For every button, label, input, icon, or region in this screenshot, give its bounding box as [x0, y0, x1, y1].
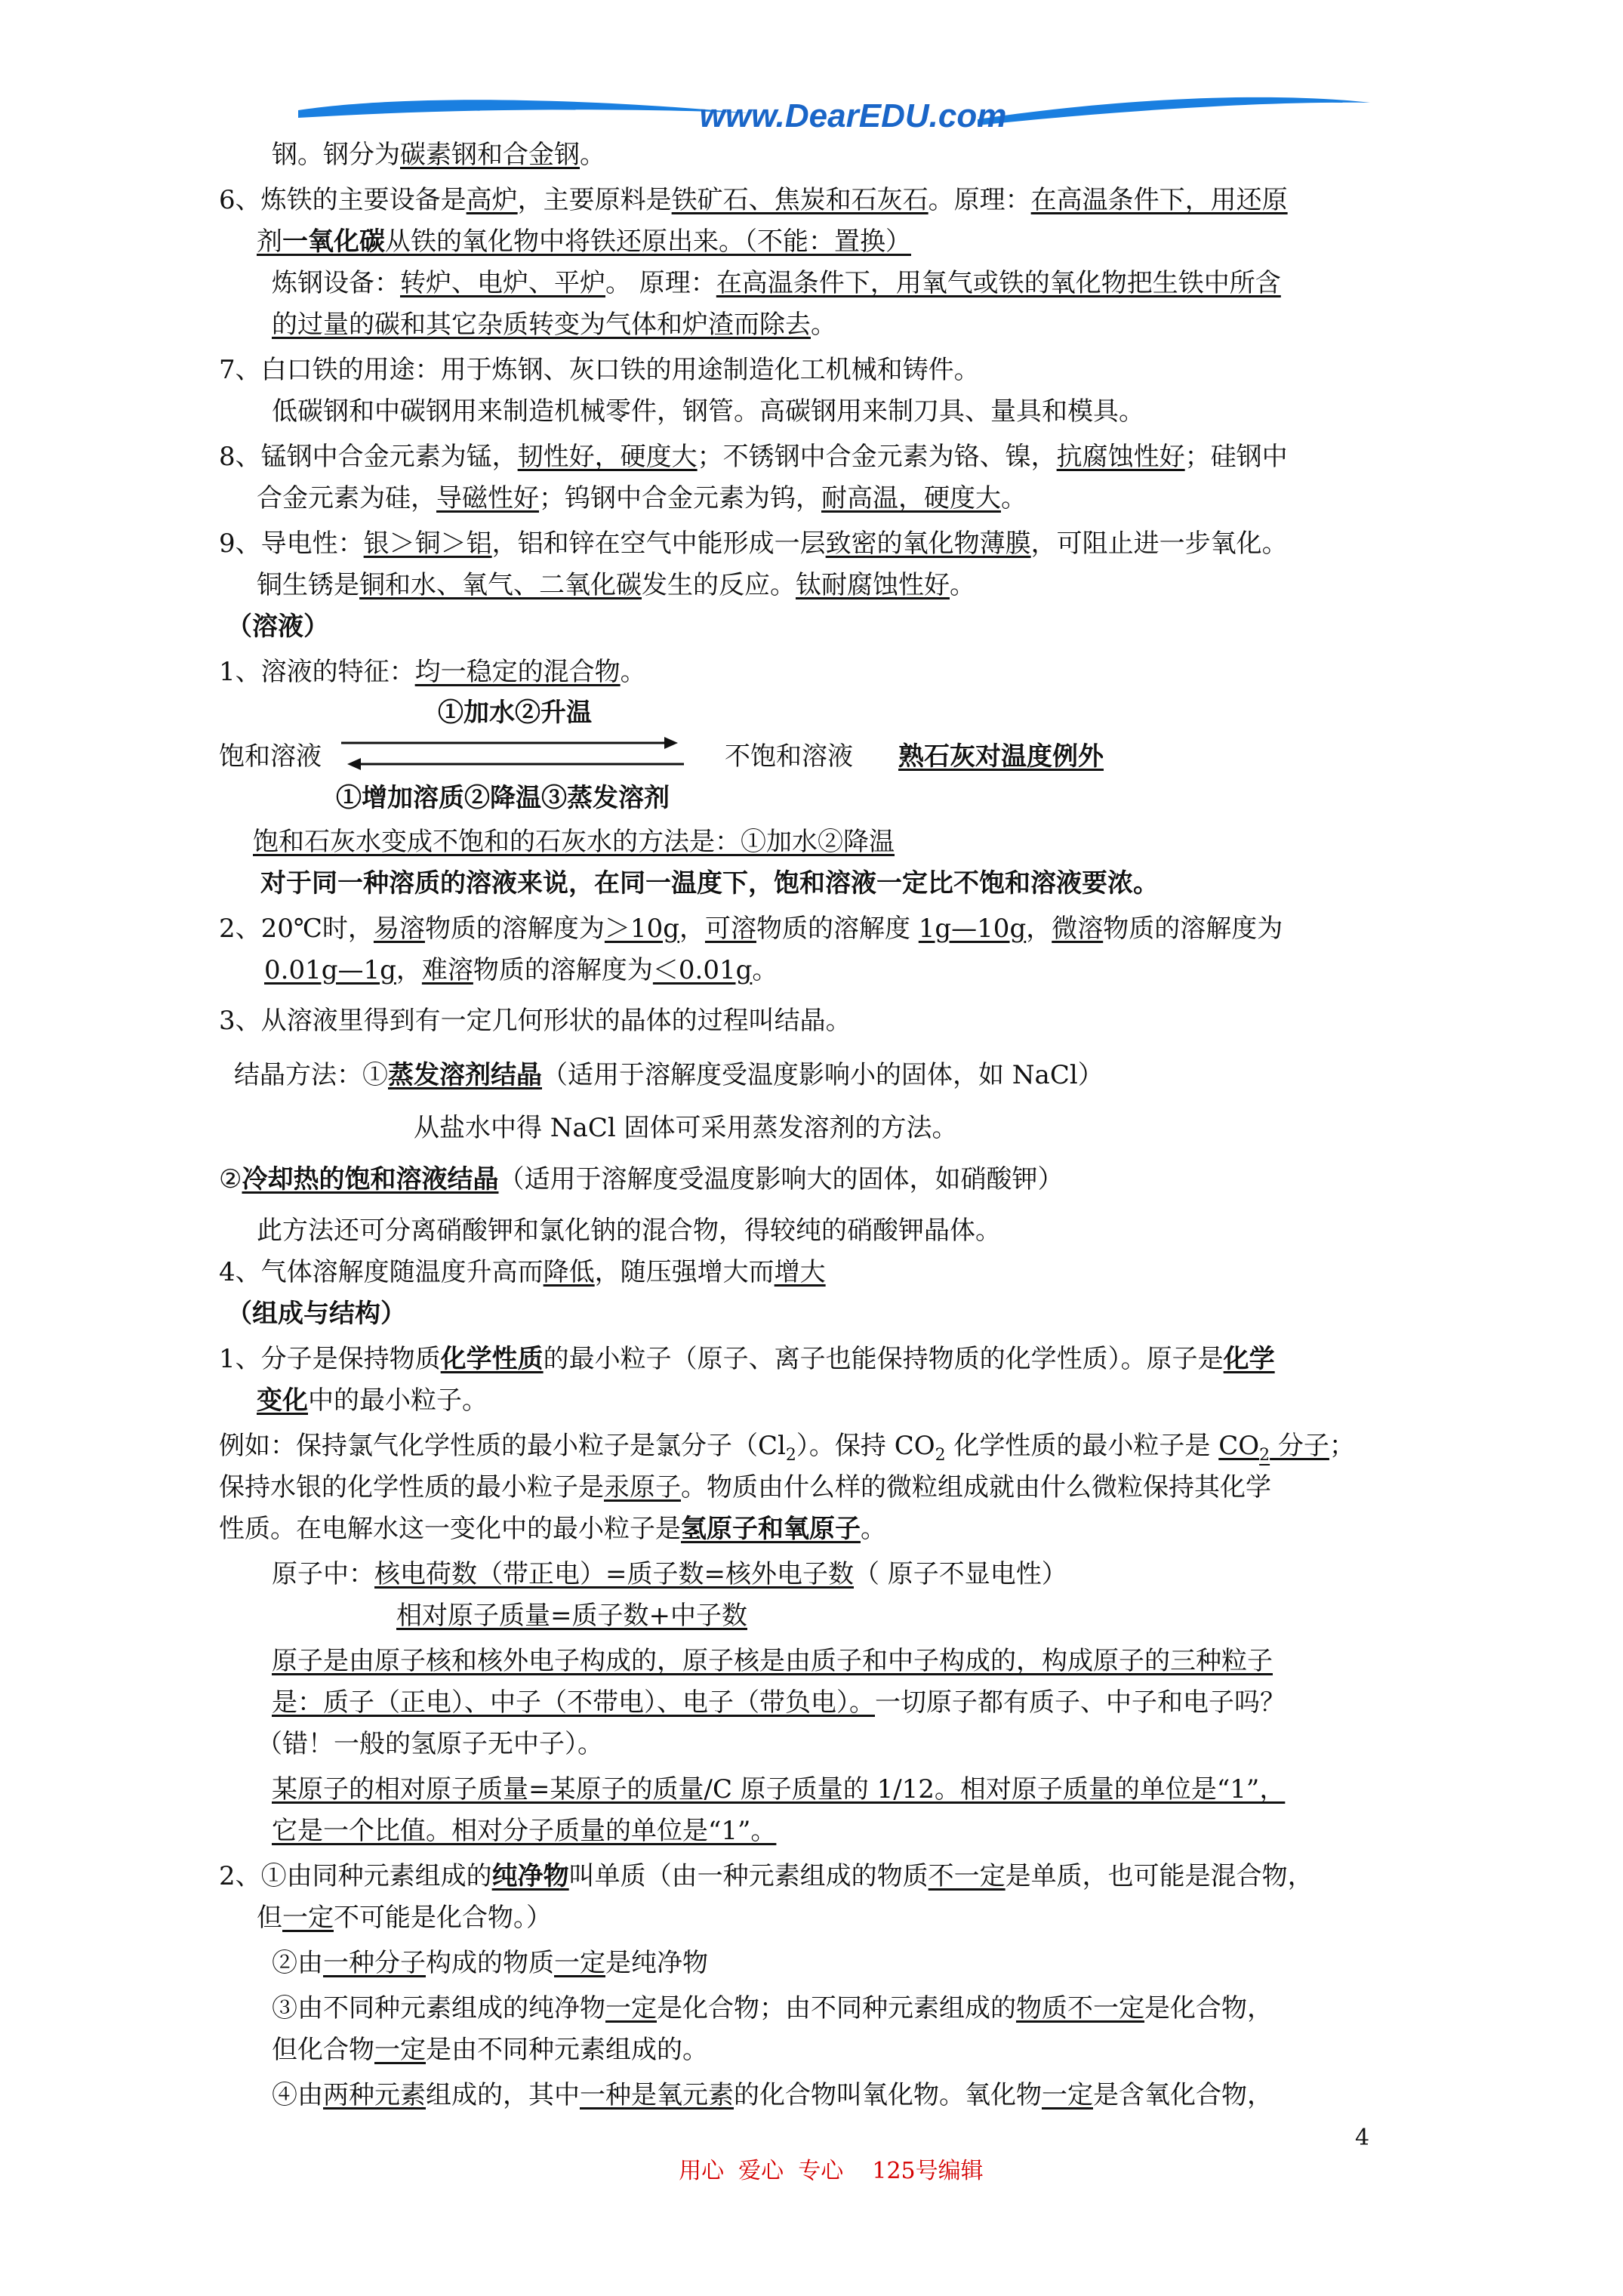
unsaturated-solution-label: 不饱和溶液	[725, 741, 853, 772]
line-05: 的过量的碳和其它杂质转变为气体和炉渣而除去。	[272, 310, 836, 340]
line-07: 低碳钢和中碳钢用来制造机械零件，钢管。高碳钢用来制刀具、量具和模具。	[272, 396, 1144, 427]
saturated-solution-label: 饱和溶液	[219, 741, 322, 772]
slaked-lime-note: 熟石灰对温度例外	[898, 741, 1104, 772]
line-33: 是：质子（正电）、中子（不带电）、电子（带负电）。一切原子都有质子、中子和电子吗？	[272, 1687, 1286, 1718]
line-22: 此方法还可分离硝酸钾和氯化钠的混合物，得较纯的硝酸钾晶体。	[257, 1216, 1001, 1246]
line-26: 变化中的最小粒子。	[257, 1385, 488, 1416]
arrow-top-label: ①加水②升温	[438, 698, 592, 728]
logo-swoosh-left	[298, 100, 751, 118]
line-03: 剂一氧化碳从铁的氧化物中将铁还原出来。（不能：置换）	[257, 227, 911, 257]
line-42: ④由两种元素组成的，其中一种是氧元素的化合物叫氧化物。氧化物一定是含氧化合物，	[272, 2080, 1273, 2110]
line-16: 2、20℃时，易溶物质的溶解度为＞10g，可溶物质的溶解度 1g—10g，微溶物质的溶解度为	[219, 914, 1283, 944]
line-17: 0.01g—1g，难溶物质的溶解度为＜0.01g。	[264, 955, 778, 985]
line-30: 原子中：核电荷数（带正电）=质子数=核外电子数（ 原子不显电性）	[272, 1559, 1067, 1589]
line-11: 铜生锈是铜和水、氧气、二氧化碳发生的反应。钛耐腐蚀性好。	[257, 570, 975, 600]
line-01: 钢。钢分为碳素钢和合金钢。	[272, 140, 605, 170]
line-41: 但化合物一定是由不同种元素组成的。	[272, 2035, 708, 2065]
line-32: 原子是由原子核和核外电子构成的，原子核是由质子和中子构成的，构成原子的三种粒子	[272, 1646, 1273, 1676]
line-23: 4、气体溶解度随温度升高而降低，随压强增大而增大	[219, 1257, 826, 1287]
line-20: 从盐水中得 NaCl 固体可采用蒸发溶剂的方法。	[414, 1113, 958, 1143]
line-19: 结晶方法：①蒸发溶剂结晶（适用于溶解度受温度影响小的固体，如 NaCl）	[234, 1060, 1104, 1090]
line-25: 1、分子是保持物质化学性质的最小粒子（原子、离子也能保持物质的化学性质）。原子是化学	[219, 1344, 1275, 1374]
line-13: 1、溶液的特征：均一稳定的混合物。	[219, 657, 646, 687]
line-06: 7、白口铁的用途：用于炼钢、灰口铁的用途制造化工机械和铸件。	[219, 355, 980, 385]
line-02: 6、炼铁的主要设备是高炉，主要原料是铁矿石、焦炭和石灰石。原理：在高温条件下，用还原	[219, 185, 1288, 215]
line-28: 保持水银的化学性质的最小粒子是汞原子。物质由什么样的微粒组成就由什么微粒保持其化学	[219, 1472, 1271, 1502]
arrow-forward-head	[664, 737, 678, 749]
line-15: 对于同一种溶质的溶液来说，在同一温度下，饱和溶液一定比不饱和溶液要浓。	[260, 868, 1159, 898]
line-29: 性质。在电解水这一变化中的最小粒子是氢原子和氧原子。	[219, 1514, 886, 1544]
line-27: 例如：保持氯气化学性质的最小粒子是氯分子$(Cl_2)$。保持 $CO_2$ 化学性质的最小粒子是 $CO_2$ 分子；	[219, 1431, 1355, 1465]
line-31: 相对原子质量=质子数+中子数	[396, 1601, 747, 1631]
footer-text: 用心 爱心 专心 125号编辑	[679, 2158, 984, 2184]
logo-text: www.DearEDU.com	[699, 97, 1007, 134]
logo-swoosh-right	[978, 97, 1370, 125]
page-number: 4	[1355, 2125, 1370, 2151]
line-36: 它是一个比值。相对分子质量的单位是“1”。	[272, 1816, 777, 1846]
line-09: 合金元素为硅，导磁性好；钨钢中合金元素为钨，耐高温，硬度大。	[257, 483, 1027, 513]
line-39: ②由一种分子构成的物质一定是纯净物	[272, 1948, 708, 1978]
conversion-arrows	[340, 731, 687, 776]
line-21: ②冷却热的饱和溶液结晶（适用于溶解度受温度影响大的固体，如硝酸钾）	[219, 1164, 1064, 1194]
section-heading-solution: （溶液）	[226, 612, 329, 642]
line-14: 饱和石灰水变成不饱和的石灰水的方法是：①加水②降温	[253, 827, 895, 857]
line-18: 3、从溶液里得到有一定几何形状的晶体的过程叫结晶。	[219, 1006, 852, 1036]
line-34: （错！一般的氢原子无中子）。	[257, 1729, 603, 1759]
line-38: 但一定不可能是化合物。）	[257, 1903, 552, 1933]
section-heading-structure: （组成与结构）	[226, 1299, 406, 1329]
line-08: 8、锰钢中合金元素为锰，韧性好，硬度大；不锈钢中合金元素为铬、镍，抗腐蚀性好；硅钢中	[219, 442, 1288, 472]
line-37: 2、①由同种元素组成的纯净物叫单质（由一种元素组成的物质不一定是单质，也可能是混合物，	[219, 1861, 1313, 1891]
line-40: ③由不同种元素组成的纯净物一定是化合物；由不同种元素组成的物质不一定是化合物，	[272, 1993, 1273, 2023]
arrow-bottom-label: ①增加溶质②降温③蒸发溶剂	[336, 783, 670, 813]
line-35: 某原子的相对原子质量=某原子的质量/C 原子质量的 1/12。相对原子质量的单位是“1”，	[272, 1774, 1286, 1804]
arrow-backward-head	[347, 758, 361, 770]
line-04: 炼钢设备：转炉、电炉、平炉。 原理：在高温条件下，用氧气或铁的氧化物把生铁中所含	[272, 268, 1281, 298]
line-10: 9、导电性：银＞铜＞铝，铝和锌在空气中能形成一层致密的氧化物薄膜，可阻止进一步氧化。	[219, 529, 1288, 559]
